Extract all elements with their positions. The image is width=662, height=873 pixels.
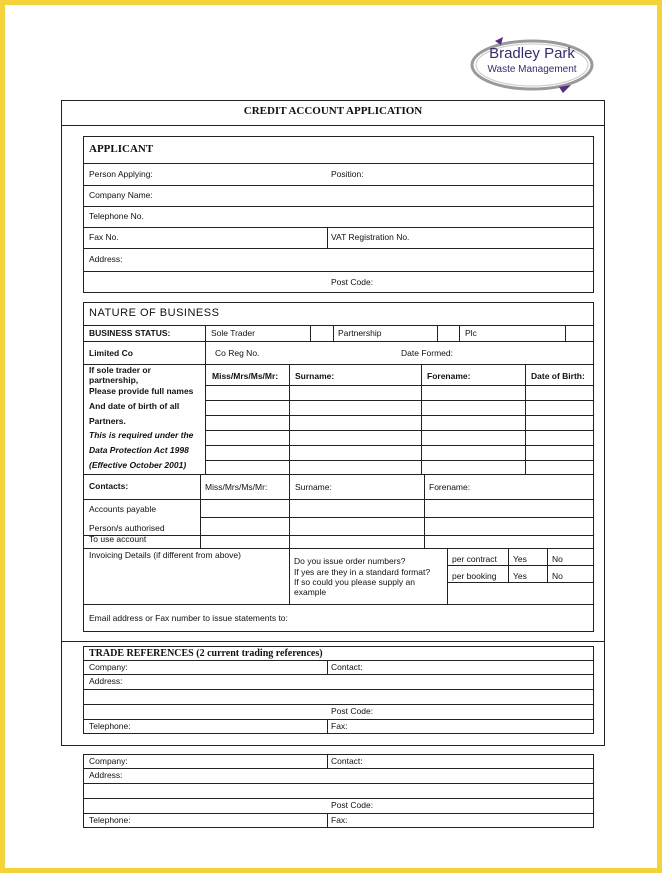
company-logo <box>467 35 597 95</box>
contacts-label: Contacts: <box>89 481 129 491</box>
applicant-section <box>83 136 594 293</box>
order-q-3: If so could you please supply an <box>294 577 415 587</box>
telephone-field[interactable]: Telephone No. <box>89 211 144 221</box>
order-q-2: If yes are they in a standard format? <box>294 567 431 577</box>
contacts-col-forename: Forename: <box>429 482 471 492</box>
per-booking-yes[interactable]: Yes <box>513 571 527 581</box>
ref2-address-field[interactable]: Address: <box>89 770 123 780</box>
col-surname: Surname: <box>295 371 335 381</box>
date-formed-field[interactable]: Date Formed: <box>401 348 453 358</box>
applicant-heading: APPLICANT <box>89 143 154 155</box>
ref1-post-code-field[interactable]: Post Code: <box>331 706 374 716</box>
per-contract-no[interactable]: No <box>552 554 563 564</box>
dp-note-1: This is required under the <box>89 430 194 440</box>
per-booking-no[interactable]: No <box>552 571 563 581</box>
dp-note-3: (Effective October 2001) <box>89 460 187 470</box>
address-field[interactable]: Address: <box>89 254 123 264</box>
order-q-1: Do you issue order numbers? <box>294 556 406 566</box>
plc-option[interactable]: Plc <box>465 328 477 338</box>
contacts-col-surname: Surname: <box>295 482 332 492</box>
logo-line1: Bradley Park <box>489 45 575 62</box>
form-page <box>5 5 657 868</box>
sole-trader-option[interactable]: Sole Trader <box>211 328 255 338</box>
accounts-payable-label: Accounts payable <box>89 504 157 514</box>
ref2-company-field[interactable]: Company: <box>89 756 128 766</box>
post-code-field[interactable]: Post Code: <box>331 277 374 287</box>
authorised-label-2: To use account <box>89 534 147 544</box>
sole-note-4: And date of birth of all <box>89 401 180 411</box>
fax-field[interactable]: Fax No. <box>89 232 119 242</box>
business-status-label: BUSINESS STATUS: <box>89 328 171 338</box>
ref1-telephone-field[interactable]: Telephone: <box>89 721 131 731</box>
ref2-fax-field[interactable]: Fax: <box>331 815 348 825</box>
ref2-telephone-field[interactable]: Telephone: <box>89 815 131 825</box>
col-forename: Forename: <box>427 371 471 381</box>
col-dob: Date of Birth: <box>531 371 585 381</box>
ref1-address-field[interactable]: Address: <box>89 676 123 686</box>
co-reg-field[interactable]: Co Reg No. <box>215 348 260 358</box>
col-title: Miss/Mrs/Ms/Mr: <box>212 371 279 381</box>
ref2-post-code-field[interactable]: Post Code: <box>331 800 374 810</box>
invoicing-label: Invoicing Details (if different from above) <box>89 550 241 560</box>
sole-note-3: Please provide full names <box>89 386 194 396</box>
company-name-field[interactable]: Company Name: <box>89 190 153 200</box>
ref1-company-field[interactable]: Company: <box>89 662 128 672</box>
order-q-4: example <box>294 587 327 597</box>
sole-note-5: Partners. <box>89 416 126 426</box>
email-statements-field[interactable]: Email address or Fax number to issue statements to: <box>89 613 288 623</box>
trade-heading: TRADE REFERENCES (2 current trading references) <box>89 648 323 659</box>
contacts-col-title: Miss/Mrs/Ms/Mr: <box>205 482 268 492</box>
partnership-option[interactable]: Partnership <box>338 328 382 338</box>
position-field[interactable]: Position: <box>331 169 364 179</box>
ref1-fax-field[interactable]: Fax: <box>331 721 348 731</box>
per-contract-label: per contract <box>452 554 497 564</box>
business-heading: NATURE OF BUSINESS <box>89 307 220 319</box>
ref2-contact-field[interactable]: Contact: <box>331 756 363 766</box>
person-applying-field[interactable]: Person Applying: <box>89 169 153 179</box>
logo-line2: Waste Management <box>487 64 577 75</box>
authorised-label-1: Person/s authorised <box>89 523 165 533</box>
dp-note-2: Data Protection Act 1998 <box>89 445 189 455</box>
sole-note-2: partnership, <box>89 375 139 385</box>
sole-note-1: If sole trader or <box>89 365 151 375</box>
ref1-contact-field[interactable]: Contact: <box>331 662 363 672</box>
form-title: CREDIT ACCOUNT APPLICATION <box>243 105 423 117</box>
per-contract-yes[interactable]: Yes <box>513 554 527 564</box>
limited-co-label: Limited Co <box>89 348 133 358</box>
per-booking-label: per booking <box>452 571 497 581</box>
vat-field[interactable]: VAT Registration No. <box>331 232 410 242</box>
